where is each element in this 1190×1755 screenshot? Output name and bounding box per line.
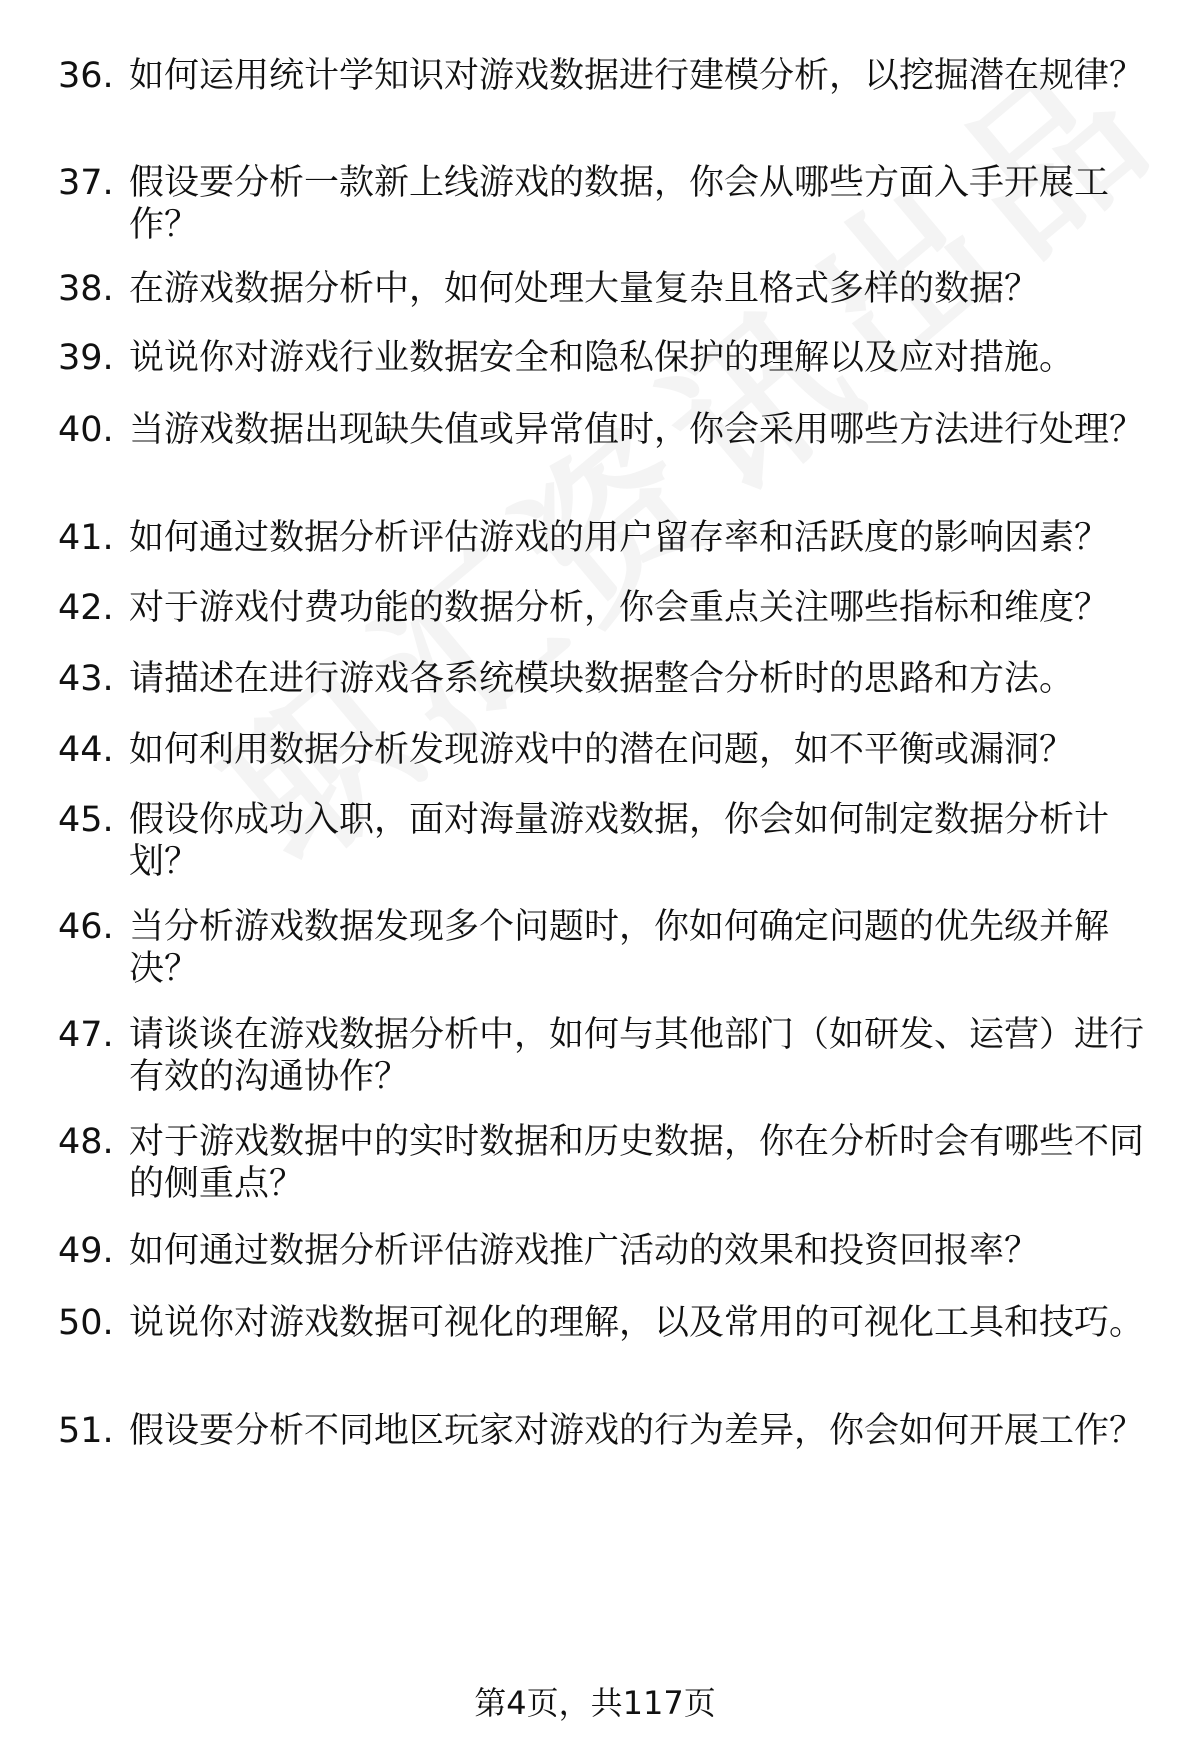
question-text: 当分析游戏数据发现多个问题时，你如何确定问题的优先级并解决？ (129, 907, 1110, 989)
question-number: 47. (58, 1015, 114, 1055)
question-number: 41. (58, 518, 114, 558)
question-item (58, 1014, 1148, 1098)
watermark (170, 0, 1190, 908)
question-text: 对于游戏数据中的实时数据和历史数据，你在分析时会有哪些不同的侧重点？ (129, 1122, 1145, 1204)
question-text: 如何运用统计学知识对游戏数据进行建模分析，以挖掘潜在规律？ (129, 56, 1145, 96)
question-item (58, 268, 1148, 310)
question-item (58, 1302, 1148, 1344)
question-item (58, 587, 1148, 629)
question-number: 42. (58, 588, 114, 628)
question-item (58, 799, 1148, 883)
question-item (58, 1410, 1148, 1452)
question-item (58, 337, 1148, 379)
question-number: 39. (58, 338, 114, 378)
question-text: 请谈谈在游戏数据分析中，如何与其他部门（如研发、运营）进行有效的沟通协作？ (129, 1015, 1145, 1097)
question-text: 假设要分析一款新上线游戏的数据，你会从哪些方面入手开展工作？ (129, 163, 1110, 245)
question-text: 如何利用数据分析发现游戏中的潜在问题，如不平衡或漏洞？ (129, 730, 1075, 770)
question-text: 假设要分析不同地区玩家对游戏的行为差异，你会如何开展工作？ (129, 1411, 1145, 1451)
question-number: 38. (58, 269, 114, 309)
question-text: 当游戏数据出现缺失值或异常值时，你会采用哪些方法进行处理？ (129, 410, 1145, 450)
question-item (58, 729, 1148, 771)
question-item (58, 1121, 1148, 1205)
question-item (58, 162, 1148, 246)
question-text: 说说你对游戏数据可视化的理解，以及常用的可视化工具和技巧。 (129, 1303, 1145, 1343)
question-text: 在游戏数据分析中，如何处理大量复杂且格式多样的数据？ (129, 269, 1040, 309)
question-number: 43. (58, 659, 114, 699)
question-number: 45. (58, 800, 114, 840)
question-text: 如何通过数据分析评估游戏的用户留存率和活跃度的影响因素？ (129, 518, 1110, 558)
question-item (58, 906, 1148, 990)
question-number: 44. (58, 730, 114, 770)
question-text: 如何通过数据分析评估游戏推广活动的效果和投资回报率？ (129, 1231, 1040, 1271)
question-number: 50. (58, 1303, 114, 1343)
question-item (58, 658, 1148, 700)
question-item (58, 517, 1148, 559)
question-item (58, 1230, 1148, 1272)
question-item (58, 409, 1148, 451)
question-text: 请描述在进行游戏各系统模块数据整合分析时的思路和方法。 (129, 659, 1075, 699)
question-number: 36. (58, 56, 114, 96)
question-item (58, 55, 1148, 97)
question-number: 49. (58, 1231, 114, 1271)
question-number: 46. (58, 907, 114, 947)
question-text: 说说你对游戏行业数据安全和隐私保护的理解以及应对措施。 (129, 338, 1075, 378)
question-text: 假设你成功入职，面对海量游戏数据，你会如何制定数据分析计划？ (129, 800, 1110, 882)
question-number: 48. (58, 1122, 114, 1162)
question-text: 对于游戏付费功能的数据分析，你会重点关注哪些指标和维度？ (129, 588, 1110, 628)
question-number: 40. (58, 410, 114, 450)
question-number: 51. (58, 1411, 114, 1451)
question-number: 37. (58, 163, 114, 203)
page-footer: 第4页，共117页 (474, 1684, 716, 1722)
